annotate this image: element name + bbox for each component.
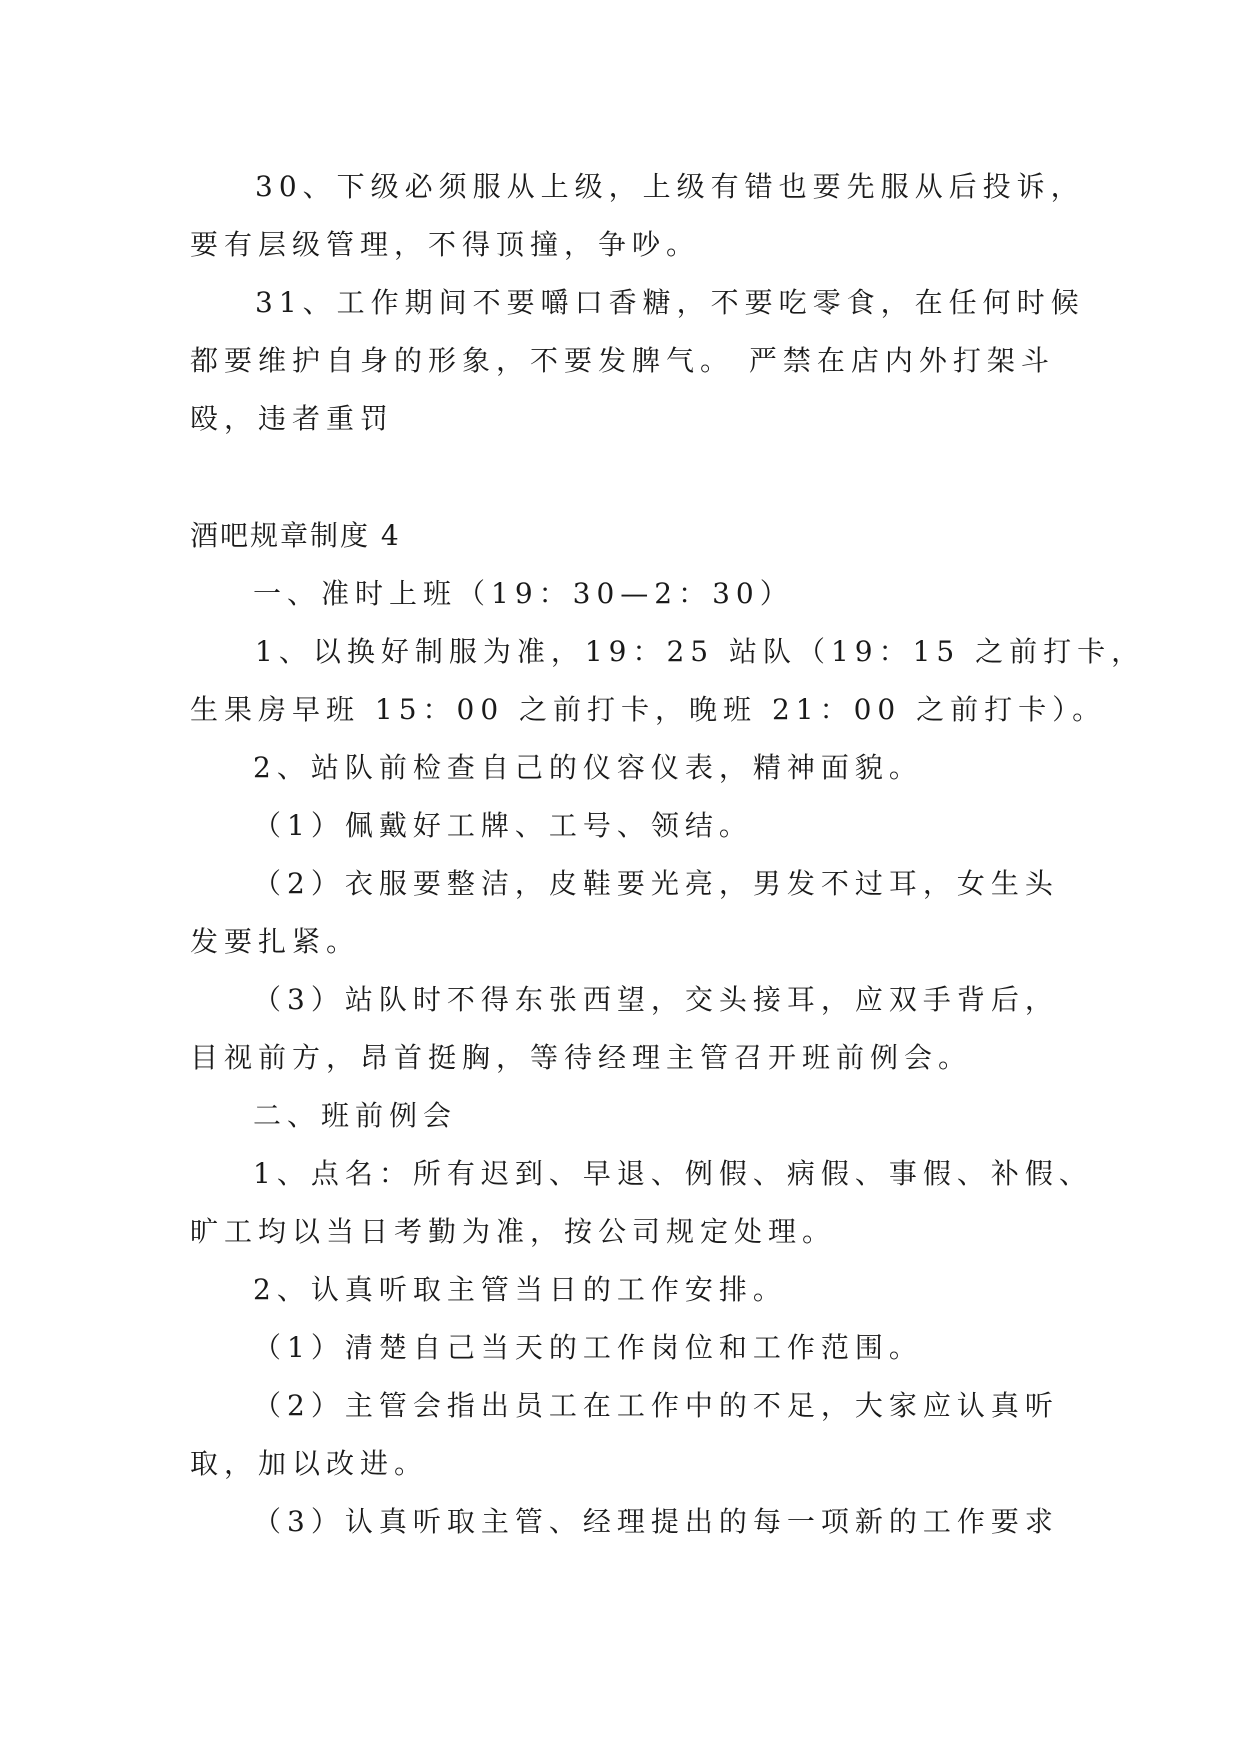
paragraph-line: （1）佩戴好工牌、工号、领结。 — [253, 809, 753, 842]
paragraph-line: （2）衣服要整洁，皮鞋要光亮，男发不过耳，女生头 — [253, 867, 1059, 900]
paragraph-line: 1、点名：所有迟到、早退、例假、病假、事假、补假、 — [253, 1157, 1093, 1190]
paragraph-line: 要有层级管理，不得顶撞，争吵。 — [190, 228, 701, 261]
paragraph-line: （2）主管会指出员工在工作中的不足，大家应认真听 — [253, 1389, 1059, 1422]
paragraph-line: 发要扎紧。 — [190, 925, 361, 958]
paragraph-line: 取，加以改进。 — [190, 1447, 429, 1480]
paragraph-line: 一、准时上班（19：30—2：30） — [253, 577, 794, 610]
paragraph-line: 1、以换好制服为准，19：25 站队（19：15 之前打卡， — [255, 635, 1146, 668]
paragraph-line: 都要维护自身的形象，不要发脾气。 严禁在店内外打架斗 — [190, 344, 1055, 377]
paragraph-line: （3）认真听取主管、经理提出的每一项新的工作要求 — [253, 1505, 1059, 1538]
paragraph-line: 殴，违者重罚 — [190, 402, 395, 435]
paragraph-line: 2、认真听取主管当日的工作安排。 — [253, 1273, 787, 1306]
paragraph-line: 生果房早班 15：00 之前打卡，晚班 21：00 之前打卡）。 — [190, 693, 1107, 726]
paragraph-line: 2、站队前检查自己的仪容仪表，精神面貌。 — [253, 751, 923, 784]
paragraph-line: （3）站队时不得东张西望，交头接耳，应双手背后， — [253, 983, 1059, 1016]
paragraph-line: （1）清楚自己当天的工作岗位和工作范围。 — [253, 1331, 923, 1364]
paragraph-line: 30、下级必须服从上级，上级有错也要先服从后投诉， — [255, 170, 1085, 203]
paragraph-line: 目视前方，昂首挺胸，等待经理主管召开班前例会。 — [190, 1041, 973, 1074]
paragraph-line: 旷工均以当日考勤为准，按公司规定处理。 — [190, 1215, 837, 1248]
section-heading: 二、班前例会 — [253, 1099, 458, 1132]
section-heading: 酒吧规章制度 4 — [190, 519, 401, 552]
paragraph-line: 31、工作期间不要嚼口香糖，不要吃零食，在任何时候 — [255, 286, 1085, 319]
